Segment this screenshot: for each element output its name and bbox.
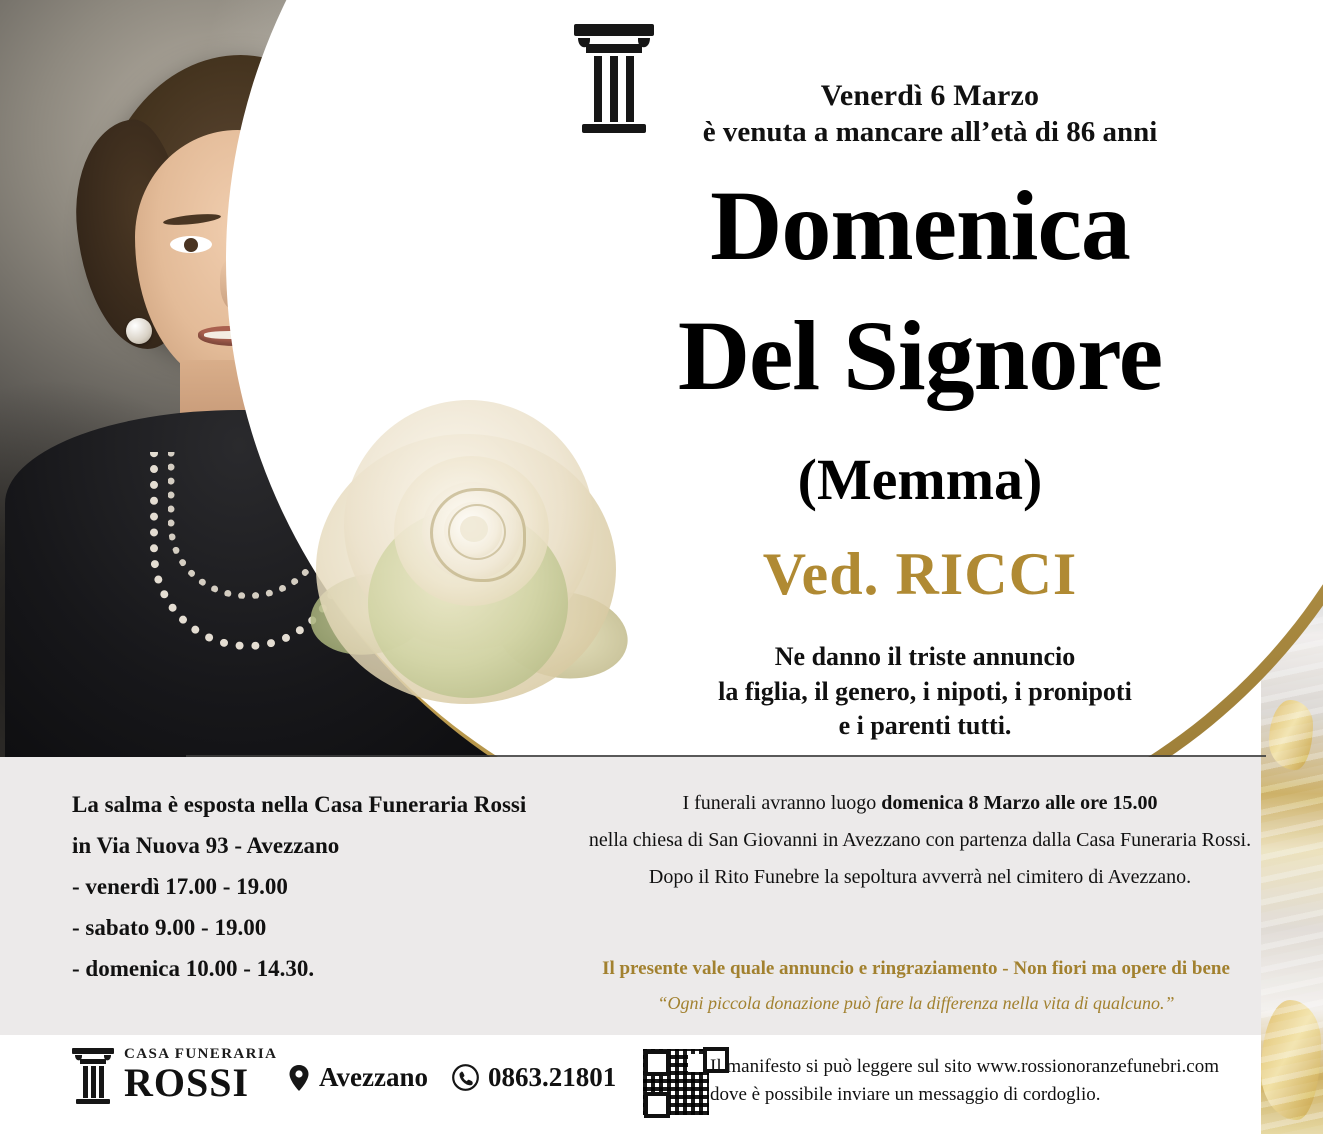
donation-quote: “Ogni piccola donazione può fare la differenza nella vita di qualcuno.” bbox=[657, 992, 1175, 1013]
website-line-1-prefix: Il manifesto si può leggere sul sito bbox=[710, 1056, 977, 1077]
website-info bbox=[710, 1053, 1270, 1108]
funeral-note bbox=[566, 955, 1266, 1017]
funeral-line-1-datetime: domenica 8 Marzo alle ore 15.00 bbox=[881, 792, 1158, 814]
death-date: Venerdì 6 Marzo bbox=[820, 79, 1040, 112]
logo-text bbox=[124, 1047, 277, 1103]
deceased-widow-of: Ved. RICCI bbox=[762, 541, 1078, 607]
company-logo bbox=[70, 1046, 277, 1104]
family-notice-line-1: Ne danno il triste annuncio bbox=[774, 642, 1076, 671]
footer-city-label: Avezzano bbox=[319, 1062, 428, 1092]
funeral-line-1-prefix: I funerali avranno luogo bbox=[682, 792, 882, 814]
website-line-2: dove è possibile inviare un messaggio di cordoglio. bbox=[710, 1083, 1101, 1105]
family-notice-line-2: la figlia, il genero, i nipoti, i pronipoti bbox=[718, 676, 1132, 706]
viewing-line-3: - venerdì 17.00 - 19.00 bbox=[72, 873, 288, 899]
viewing-line-1: La salma è esposta nella Casa Funeraria Rossi bbox=[72, 792, 527, 817]
deceased-nickname: (Memma) bbox=[797, 447, 1043, 512]
logo-subtitle: CASA FUNERARIA bbox=[124, 1046, 278, 1062]
funeral-details bbox=[575, 785, 1265, 896]
funeral-line-1 bbox=[575, 785, 1265, 822]
deceased-first-name: Domenica bbox=[710, 170, 1130, 281]
location-pin-icon bbox=[288, 1064, 310, 1092]
rose-swirl-inner bbox=[448, 504, 506, 560]
website-url[interactable]: www.rossionoranzefunebri.com bbox=[976, 1056, 1220, 1077]
death-age-line: è venuta a mancare all’età di 86 anni bbox=[702, 116, 1158, 149]
qr-code[interactable] bbox=[640, 1046, 712, 1118]
portrait-eye-left bbox=[170, 236, 212, 253]
funeral-note-text: Il presente vale quale annuncio e ringraziamento - Non fiori ma opere di bene bbox=[602, 958, 1230, 979]
footer-phone-label: 0863.21801 bbox=[488, 1062, 617, 1092]
viewing-line-4: - sabato 9.00 - 19.00 bbox=[72, 914, 267, 940]
logo-title: ROSSI bbox=[124, 1060, 250, 1105]
viewing-line-2: in Via Nuova 93 - Avezzano bbox=[72, 832, 340, 858]
logo-column-icon bbox=[70, 1046, 116, 1104]
footer-city bbox=[288, 1062, 428, 1093]
gold-splash bbox=[1261, 1000, 1321, 1120]
viewing-details bbox=[72, 785, 592, 990]
footer-phone bbox=[452, 1062, 616, 1093]
portrait-earring-left bbox=[126, 318, 152, 344]
funeral-line-2: nella chiesa di San Giovanni in Avezzano con partenza dalla Casa Funeraria Rossi. bbox=[588, 829, 1252, 851]
viewing-line-5: - domenica 10.00 - 14.30. bbox=[72, 955, 315, 981]
funeral-line-3: Dopo il Rito Funebre la sepoltura avverrà nel cimitero di Avezzano. bbox=[648, 866, 1192, 888]
family-notice bbox=[560, 640, 1290, 744]
announcement-header bbox=[580, 78, 1280, 150]
deceased-last-name: Del Signore bbox=[677, 300, 1163, 411]
phone-icon bbox=[452, 1064, 479, 1091]
website-line-1 bbox=[710, 1053, 1270, 1081]
family-notice-line-3: e i parenti tutti. bbox=[838, 711, 1012, 741]
